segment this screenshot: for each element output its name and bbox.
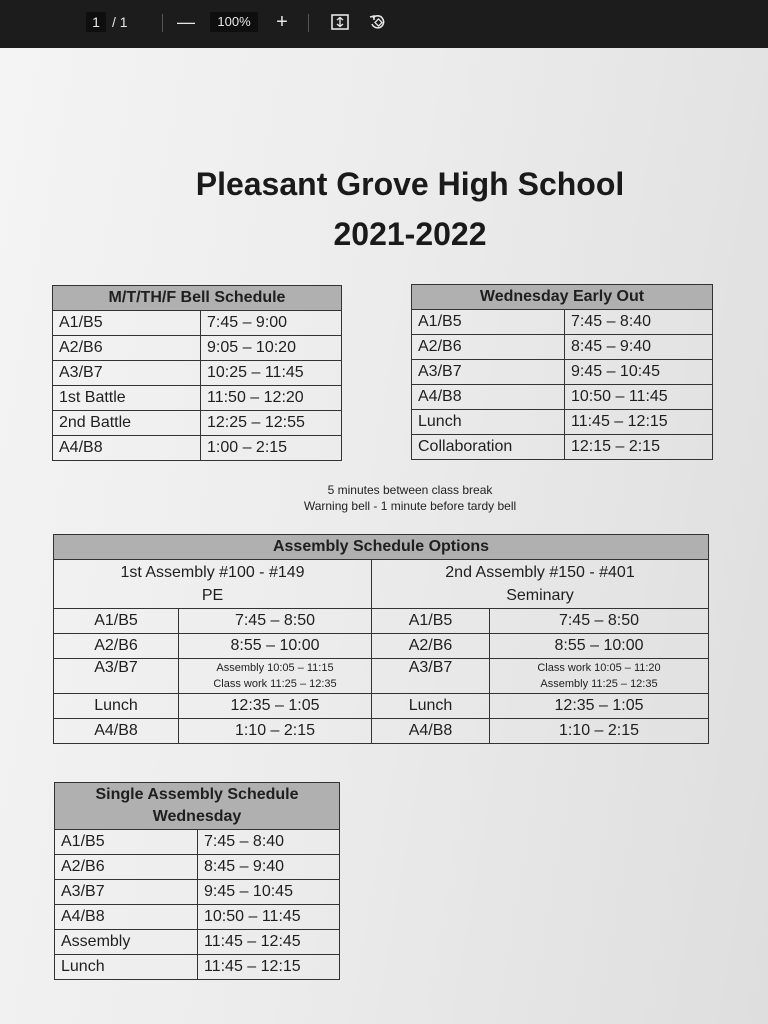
table-row: A2/B6 8:45 – 9:40	[412, 335, 713, 360]
table-header: M/T/TH/F Bell Schedule	[53, 286, 342, 311]
zoom-in-button[interactable]: +	[276, 11, 288, 33]
first-assembly-option: 1st Assembly #100 - #149 PE	[54, 560, 372, 609]
table-row: A4/B8 1:10 – 2:15 A4/B8 1:10 – 2:15	[54, 719, 709, 744]
single-assembly-schedule-table	[54, 782, 340, 980]
toolbar-divider	[162, 14, 163, 32]
document-title: Pleasant Grove High School	[195, 166, 625, 202]
page-total: / 1	[112, 14, 128, 30]
second-assembly-option: 2nd Assembly #150 - #401 Seminary	[372, 560, 709, 609]
table-row: Lunch 12:35 – 1:05 Lunch 12:35 – 1:05	[54, 694, 709, 719]
table-header: Single Assembly Schedule Wednesday	[55, 783, 340, 830]
zoom-level-input[interactable]: 100%	[210, 12, 258, 32]
table-row: Assembly 11:45 – 12:45	[55, 930, 340, 955]
toolbar-divider	[308, 14, 309, 32]
table-row: A4/B8 10:50 – 11:45	[55, 905, 340, 930]
table-row: Collaboration 12:15 – 2:15	[412, 435, 713, 460]
table-row: A3/B7 9:45 – 10:45	[55, 880, 340, 905]
rotate-icon[interactable]	[368, 12, 390, 32]
table-row: A3/B7 10:25 – 11:45	[53, 361, 342, 386]
pdf-toolbar	[0, 0, 768, 48]
table-row: A3/B7 Assembly 10:05 – 11:15 Class work 11:25 – 12:35 A3/B7 Class work 10:05 – 11:20 Assembly 11:25 – 12:35	[54, 659, 709, 694]
table-row: 2nd Battle 12:25 – 12:55	[53, 411, 342, 436]
table-row: A2/B6 8:45 – 9:40	[55, 855, 340, 880]
zoom-out-button[interactable]: —	[177, 12, 195, 32]
table-row: Lunch 11:45 – 12:15	[412, 410, 713, 435]
fit-page-icon[interactable]	[330, 12, 352, 32]
table-row: A3/B7 9:45 – 10:45	[412, 360, 713, 385]
table-row: A2/B6 9:05 – 10:20	[53, 336, 342, 361]
table-row: A1/B5 7:45 – 9:00	[53, 311, 342, 336]
school-year: 2021-2022	[333, 216, 487, 252]
table-row: A1/B5 7:45 – 8:40	[412, 310, 713, 335]
table-row: A1/B5 7:45 – 8:40	[55, 830, 340, 855]
page-number-input[interactable]: 1	[86, 12, 106, 32]
table-header: Assembly Schedule Options	[54, 535, 709, 560]
assembly-schedule-table	[53, 534, 709, 744]
table-row: 1st Battle 11:50 – 12:20	[53, 386, 342, 411]
warning-bell-note: Warning bell - 1 minute before tardy bell	[303, 499, 517, 513]
table-row: A4/B8 10:50 – 11:45	[412, 385, 713, 410]
table-row: A4/B8 1:00 – 2:15	[53, 436, 342, 461]
table-header: Wednesday Early Out	[412, 285, 713, 310]
table-row: Lunch 11:45 – 12:15	[55, 955, 340, 980]
table-row: A2/B6 8:55 – 10:00 A2/B6 8:55 – 10:00	[54, 634, 709, 659]
assembly-options-row	[54, 560, 709, 609]
table-row: A1/B5 7:45 – 8:50 A1/B5 7:45 – 8:50	[54, 609, 709, 634]
class-break-note: 5 minutes between class break	[327, 483, 493, 497]
wednesday-early-out-table	[411, 284, 713, 460]
mtf-bell-schedule-table	[52, 285, 342, 461]
document-page	[0, 48, 768, 1024]
